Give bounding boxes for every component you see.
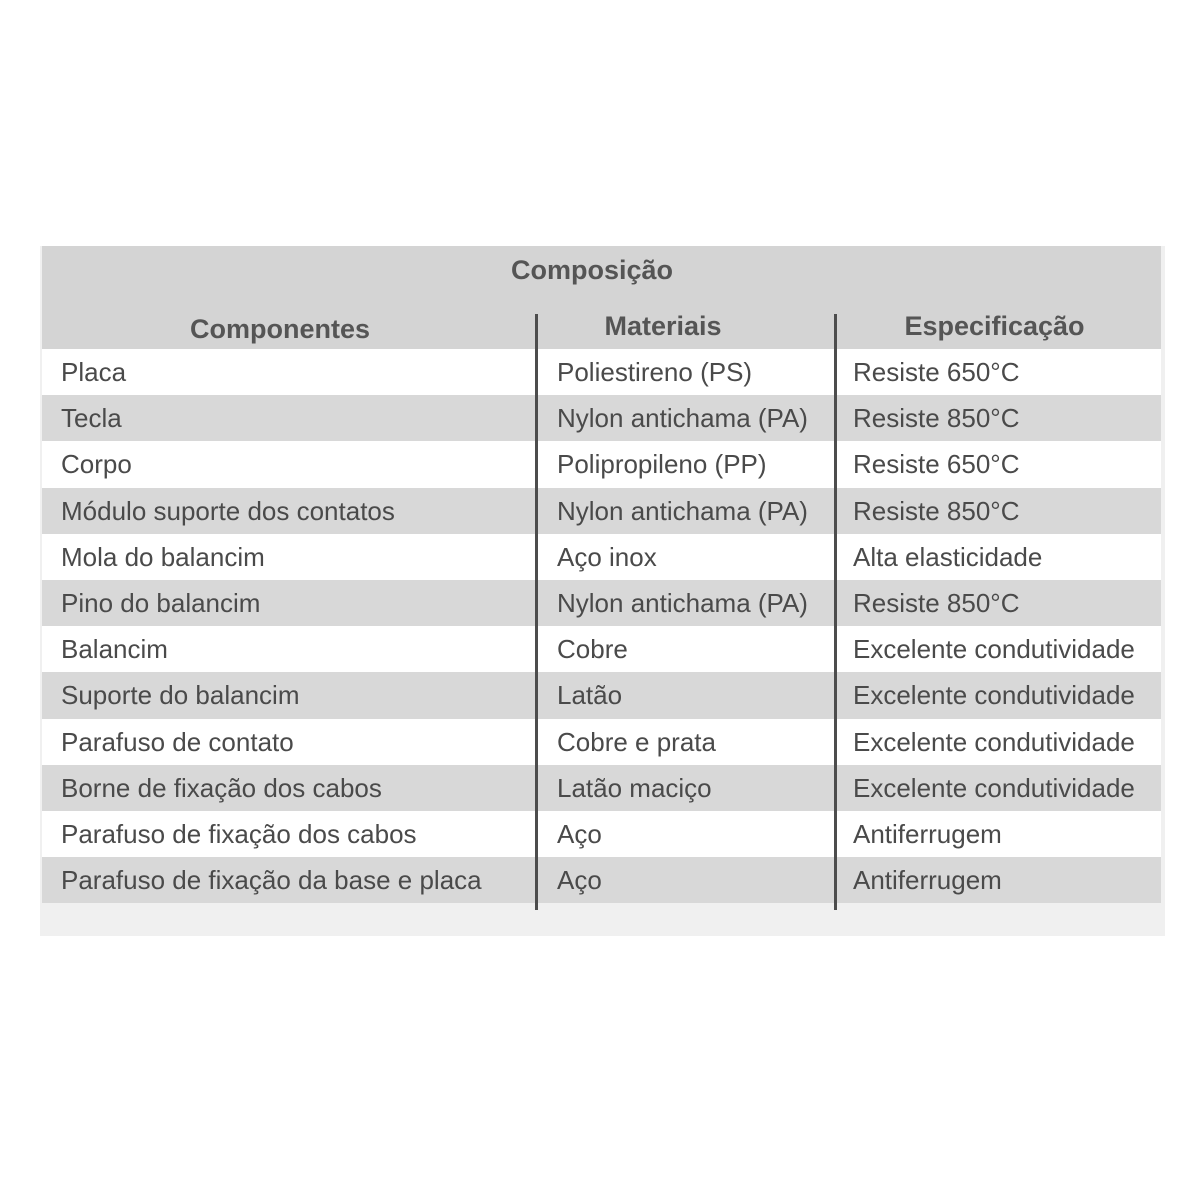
table-row: [42, 672, 1161, 718]
column-header-materiais: Materiais: [604, 311, 722, 341]
component-cell: Suporte do balancim: [61, 680, 300, 711]
column-divider-2: [834, 314, 837, 910]
specification-cell: Resiste 850°C: [853, 495, 1020, 526]
component-cell: Borne de fixação dos cabos: [61, 772, 382, 803]
specification-cell: Excelente condutividade: [853, 726, 1135, 757]
table-row: [42, 765, 1161, 811]
composition-table: [40, 246, 1165, 936]
column-header-especificacao: Especificação: [904, 311, 1085, 341]
component-cell: Parafuso de fixação da base e placa: [61, 865, 482, 896]
table-header: [42, 246, 1161, 349]
specification-cell: Alta elasticidade: [853, 541, 1043, 572]
table-row: [42, 857, 1161, 903]
column-divider-1: [535, 314, 538, 910]
specification-cell: Excelente condutividade: [853, 772, 1135, 803]
specification-cell: Resiste 650°C: [853, 357, 1020, 387]
specification-cell: Excelente condutividade: [853, 634, 1135, 665]
component-cell: Tecla: [61, 403, 122, 434]
component-cell: Pino do balancim: [61, 587, 261, 618]
specification-cell: Resiste 850°C: [853, 587, 1020, 618]
component-cell: Parafuso de fixação dos cabos: [61, 818, 417, 849]
material-cell: Cobre e prata: [557, 726, 716, 757]
table-row: [42, 441, 1161, 487]
table-row: [42, 349, 1161, 395]
table-body: [42, 349, 1161, 903]
column-header-componentes: Componentes: [189, 314, 370, 344]
specification-cell: Resiste 850°C: [853, 403, 1020, 434]
material-cell: Aço inox: [557, 541, 657, 572]
component-cell: Módulo suporte dos contatos: [61, 495, 395, 526]
table-row: [42, 580, 1161, 626]
component-cell: Mola do balancim: [61, 541, 265, 572]
specification-cell: Antiferrugem: [853, 865, 1002, 896]
component-cell: Balancim: [61, 634, 168, 665]
material-cell: Aço: [557, 818, 602, 849]
material-cell: Aço: [557, 865, 602, 896]
component-cell: Parafuso de contato: [61, 726, 294, 757]
table-row: [42, 811, 1161, 857]
material-cell: Latão maciço: [557, 772, 712, 803]
material-cell: Cobre: [557, 634, 628, 665]
component-cell: Placa: [61, 357, 127, 387]
table-row: [42, 626, 1161, 672]
table-title: Composição: [510, 255, 674, 285]
table-row: [42, 719, 1161, 765]
specification-cell: Excelente condutividade: [853, 680, 1135, 711]
component-cell: Corpo: [61, 449, 132, 480]
material-cell: Latão: [557, 680, 623, 711]
material-cell: Nylon antichama (PA): [557, 495, 808, 526]
material-cell: Nylon antichama (PA): [557, 587, 808, 618]
table-row: [42, 488, 1161, 534]
material-cell: Poliestireno (PS): [557, 357, 753, 387]
specification-cell: Antiferrugem: [853, 818, 1002, 849]
table-row: [42, 395, 1161, 441]
specification-cell: Resiste 650°C: [853, 449, 1020, 480]
material-cell: Polipropileno (PP): [557, 449, 767, 480]
table-row: [42, 534, 1161, 580]
material-cell: Nylon antichama (PA): [557, 403, 808, 434]
